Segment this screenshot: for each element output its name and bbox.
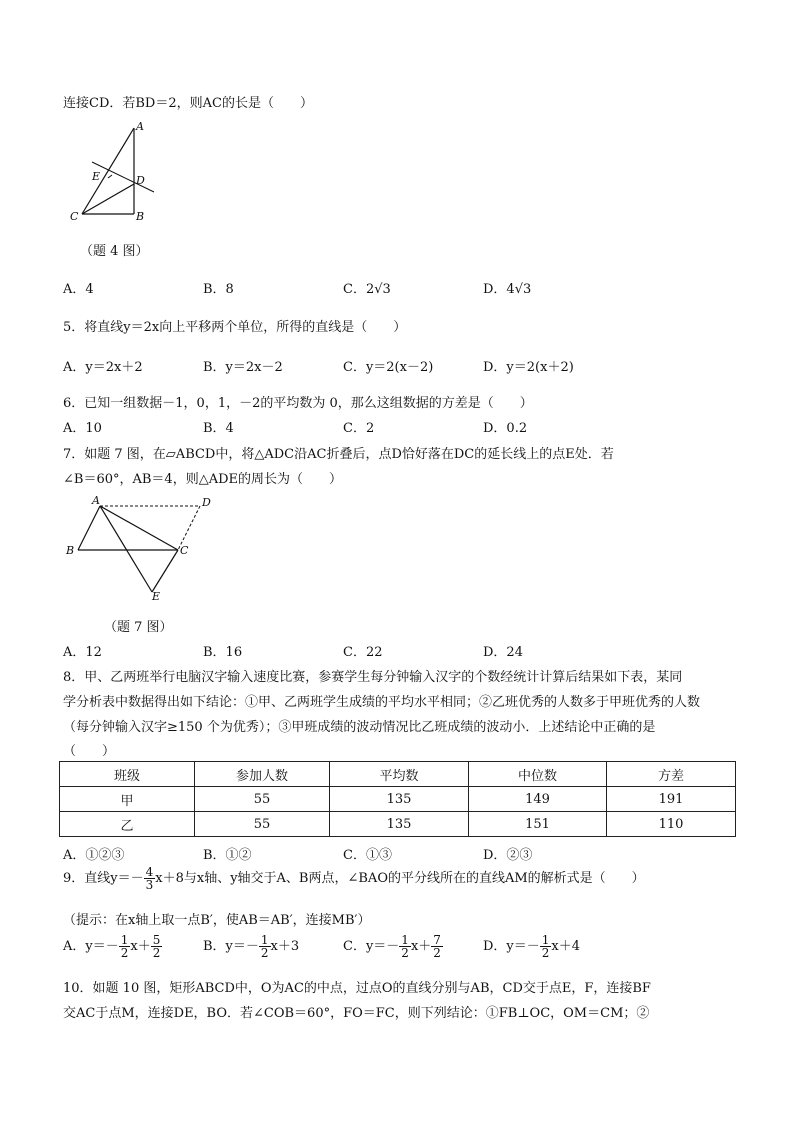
q7-label-a: A [92, 494, 100, 507]
q9-opt-a-frac2 [151, 934, 163, 959]
table-cell: 135 [330, 812, 469, 837]
q4-label-a: A [136, 120, 144, 133]
q9-stem-suffix: x＋8与x轴、y轴交于A、B两点，∠BAO的平分线所在的直线AM的解析式是（ ） [155, 871, 645, 886]
q6-option-a: A．10 [63, 421, 102, 436]
table-cell: 甲 [60, 787, 195, 812]
q7-label-d: D [202, 496, 211, 509]
table-cell: 乙 [60, 812, 195, 837]
q9-opt-d-rest: x＋4 [551, 939, 581, 954]
table-cell: 110 [607, 812, 736, 837]
q7-option-c: C．22 [343, 645, 383, 660]
q9-opt-d-den: 2 [541, 946, 550, 960]
q4-option-a: A．4 [63, 282, 94, 297]
table-cell: 55 [195, 812, 330, 837]
q9-opt-d-num: 1 [541, 933, 550, 947]
table-header-cell: 参加人数 [195, 762, 330, 787]
q4-label-b: B [136, 210, 145, 223]
q9-opt-a-frac [119, 934, 131, 959]
q9-opt-b-label: B．y＝－ [203, 939, 259, 954]
q7-figure-caption: （题 7 图） [104, 620, 173, 635]
table-cell: 55 [195, 787, 330, 812]
q7-stem-line1: 7．如题 7 图，在▱ABCD中，将△ADC沿AC折叠后，点D恰好落在DC的延长线上的点E处．若 [63, 447, 614, 462]
q9-stem-prefix: 9．直线y＝－ [63, 871, 144, 886]
q5-option-a: A．y＝2x＋2 [63, 360, 143, 375]
table-header-cell: 平均数 [330, 762, 469, 787]
q7-option-d: D．24 [483, 645, 523, 660]
q9-opt-c-label: C．y＝－ [343, 939, 400, 954]
q9-opt-a-den: 2 [120, 946, 129, 960]
q4-label-c: C [70, 210, 79, 223]
q9-opt-c-rest-den: 2 [433, 946, 441, 960]
q9-opt-c-rest: x＋ [410, 939, 432, 954]
q9-stem [63, 866, 645, 891]
q8-stem-line2: 学分析表中数据得出如下结论：①甲、乙两班学生成绩的平均水平相同；②乙班优秀的人数多于甲班优秀的人数 [63, 695, 701, 710]
q9-opt-c-den: 2 [401, 946, 409, 960]
q4-label-d: D [136, 174, 145, 187]
table-header-row [60, 762, 736, 787]
q9-opt-a-rest-den: 2 [152, 946, 161, 960]
q7-label-c: C [180, 544, 189, 557]
q7-option-b: B．16 [203, 645, 243, 660]
q4-option-d: D．4√3 [483, 282, 532, 297]
q5-option-b: B．y＝2x－2 [203, 360, 283, 375]
q5-option-d: D．y＝2(x＋2) [483, 360, 574, 375]
table-header-cell: 班级 [60, 762, 195, 787]
q9-option-a [63, 934, 162, 959]
table-header-cell: 中位数 [469, 762, 607, 787]
q6-option-d: D．0.2 [483, 421, 528, 436]
q9-opt-d-label: D．y＝－ [483, 939, 540, 954]
table-cell: 149 [469, 787, 607, 812]
table-cell: 151 [469, 812, 607, 837]
table-cell: 191 [607, 787, 736, 812]
q9-opt-c-num: 1 [401, 933, 409, 947]
q8-option-b: B．①② [203, 848, 252, 863]
q8-option-d: D．②③ [483, 848, 533, 863]
q7-figure [62, 492, 222, 602]
q9-opt-a-rest-num: 5 [152, 933, 161, 947]
q9-stem-fraction [144, 866, 156, 891]
q9-opt-a-rest: x＋ [130, 939, 151, 954]
q9-opt-b-num: 1 [260, 933, 269, 947]
q8-data-table [59, 761, 736, 837]
table-header-cell: 方差 [607, 762, 736, 787]
q8-stem-line3: （每分钟输入汉字≥150 个为优秀）；③甲班成绩的波动情况比乙班成绩的波动小．上述结论中正确的是 [63, 720, 656, 735]
q4-option-b: B．8 [203, 282, 234, 297]
q9-opt-c-frac [399, 934, 411, 959]
q5-option-c: C．y＝2(x－2) [343, 360, 434, 375]
q7-option-a: A．12 [63, 645, 102, 660]
q4-figure-caption: （题 4 图） [80, 244, 149, 259]
q6-option-b: B．4 [203, 421, 234, 436]
q10-stem-line1: 10．如题 10 图，矩形ABCD中，O为AC的中点，过点O的直线分别与AB，CD交于点E，F，连接BF [63, 981, 651, 996]
q4-stem: 连接CD．若BD＝2，则AC的长是（ ） [63, 96, 313, 111]
q4-option-c: C．2√3 [343, 282, 391, 297]
q4-label-e: E [92, 170, 101, 183]
q8-stem-line1: 8．甲、乙两班举行电脑汉字输入速度比赛，参赛学生每分钟输入汉字的个数经统计计算后结果如下表，某同 [63, 670, 683, 685]
q6-option-c: C．2 [343, 421, 375, 436]
q9-opt-c-rest-num: 7 [433, 933, 441, 947]
q9-opt-b-rest: x＋3 [270, 939, 300, 954]
q9-option-d [483, 934, 580, 959]
q9-stem-frac-den: 3 [145, 878, 154, 892]
q7-label-b: B [66, 544, 75, 557]
table-cell: 135 [330, 787, 469, 812]
q7-stem-line2: ∠B＝60°，AB＝4，则△ADE的周长为（ ） [63, 472, 342, 487]
q9-opt-b-frac [259, 934, 271, 959]
table-row [60, 812, 736, 837]
q9-hint: （提示：在x轴上取一点B′，使AB＝AB′，连接MB′） [63, 913, 371, 928]
q9-option-c [343, 934, 443, 959]
q7-label-e: E [152, 590, 161, 602]
q6-stem: 6．已知一组数据－1，0，1，－2的平均数为 0，那么这组数据的方差是（ ） [63, 396, 533, 411]
q4-figure [68, 120, 158, 228]
q9-opt-b-den: 2 [260, 946, 269, 960]
q9-option-b [203, 934, 299, 959]
q9-opt-a-label: A．y＝－ [63, 939, 119, 954]
q9-opt-d-frac [540, 934, 552, 959]
q9-opt-a-num: 1 [120, 933, 129, 947]
q5-stem: 5．将直线y＝2x向上平移两个单位，所得的直线是（ ） [63, 320, 407, 335]
q10-stem-line2: 交AC于点M，连接DE，BO．若∠COB＝60°，FO＝FC，则下列结论：①FB⊥OC，OM＝CM；② [63, 1006, 650, 1021]
q8-stem-line4: （ ） [63, 744, 116, 759]
q8-option-a: A．①②③ [63, 848, 125, 863]
table-row [60, 787, 736, 812]
q9-opt-c-frac2 [431, 934, 443, 959]
q8-option-c: C．①③ [343, 848, 392, 863]
q9-stem-frac-num: 4 [145, 865, 154, 879]
